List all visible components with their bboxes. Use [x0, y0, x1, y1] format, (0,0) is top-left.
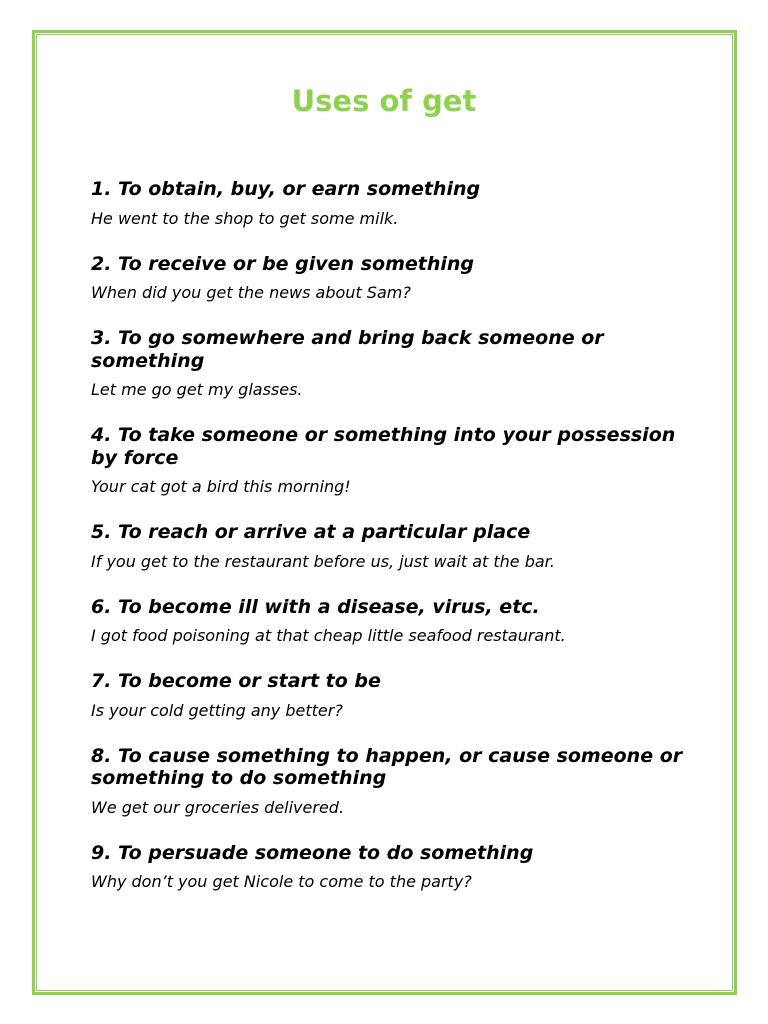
usage-heading: 1. To obtain, buy, or earn something — [91, 178, 481, 200]
usage-heading: 6. To become ill with a disease, virus, etc. — [91, 595, 540, 618]
page-title: Uses of get — [291, 84, 477, 118]
usage-entry-7 — [91, 670, 691, 721]
usage-heading: 8. To cause something to happen, or cause someone or something to do something — [91, 744, 683, 789]
usage-example: Why don’t you get Nicole to come to the party? — [91, 872, 472, 891]
usage-list — [91, 178, 691, 892]
usage-entry-3 — [91, 327, 691, 400]
usage-heading: 7. To become or start to be — [91, 670, 381, 692]
usage-example: If you get to the restaurant before us, just wait at the bar. — [91, 551, 555, 571]
usage-heading: 5. To reach or arrive at a particular place — [91, 521, 531, 543]
usage-heading: 3. To go somewhere and bring back someone or something — [91, 327, 604, 372]
usage-entry-8 — [91, 745, 691, 818]
usage-heading: 4. To take someone or something into your possession by force — [91, 424, 676, 469]
usage-example: I got food poisoning at that cheap little seafood restaurant. — [91, 626, 566, 645]
usage-example: Is your cold getting any better? — [91, 700, 343, 720]
usage-heading: 2. To receive or be given something — [91, 252, 474, 275]
usage-entry-4 — [91, 424, 691, 497]
usage-entry-5 — [91, 521, 691, 572]
usage-example: When did you get the news about Sam? — [91, 283, 411, 302]
usage-entry-1 — [91, 178, 691, 229]
usage-example: We get our groceries delivered. — [91, 797, 345, 817]
usage-entry-9 — [91, 842, 691, 893]
usage-example: Your cat got a bird this morning! — [91, 477, 351, 496]
usage-example: Let me go get my glasses. — [91, 380, 303, 399]
usage-heading: 9. To persuade someone to do something — [91, 841, 534, 864]
usage-example: He went to the shop to get some milk. — [91, 208, 399, 228]
usage-entry-2 — [91, 253, 691, 304]
usage-entry-6 — [91, 596, 691, 647]
